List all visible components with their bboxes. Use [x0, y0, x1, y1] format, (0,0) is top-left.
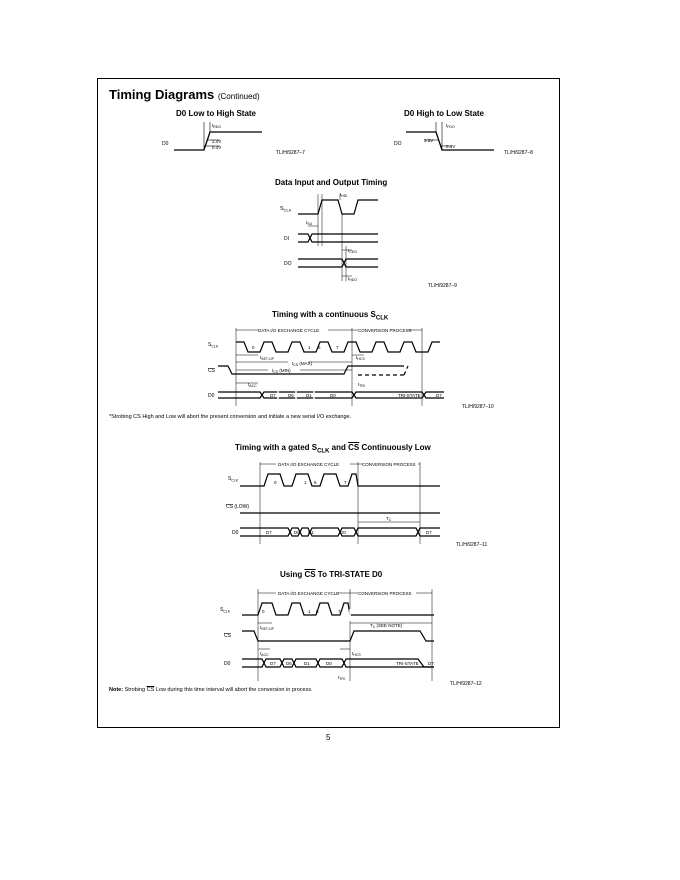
bus-d0-label: D0	[326, 661, 332, 666]
bus-d0-label: D0	[340, 530, 346, 535]
tristate-label: TRI-STATE	[396, 661, 419, 666]
data-io-diagram	[280, 186, 390, 286]
bus-d7-label: D7	[270, 661, 276, 666]
bus-d1-label: D1	[304, 661, 310, 666]
thcs-label: $t_{HCS}$	[352, 651, 361, 657]
bit-7-label: 7	[344, 480, 347, 485]
conversion-process-label: CONVERSION PROCESS	[362, 462, 416, 467]
conversion-process-label: CONVERSION PROCESS	[358, 328, 412, 333]
fig-label-11: TL/H/9287–11	[456, 542, 488, 548]
exchange-cycle-label: DATA I/O EXCHANGE CYCLE	[258, 328, 320, 333]
v-high-label: 2.4V	[212, 139, 222, 144]
do-signal-label: D0	[208, 393, 215, 399]
bit-0-label: 0	[262, 609, 265, 614]
tcs-max-label: $t_{CS}$ (MAX)	[292, 361, 313, 367]
tc-label: $T_C$	[386, 516, 392, 522]
tsetup-label: $t_{SET-UP}$	[260, 625, 274, 631]
tfdo-label: $t_{FDO}$	[446, 123, 455, 129]
sclk-signal-label: $S_{CLK}$	[220, 607, 231, 614]
conversion-process-label: CONVERSION PROCESS	[358, 591, 412, 596]
bit-1-label: 1	[308, 345, 311, 350]
thdo-label: $t_{HDO}$	[348, 276, 358, 282]
page-number: 5	[326, 733, 331, 742]
bus-d6-label: D6	[294, 530, 300, 535]
continuous-footnote: *Strobing CS High and Low will abort the present conversion and initiate a new serial I/O exchange.	[109, 414, 352, 420]
ttri-label: $t_{TRI}$	[358, 382, 365, 388]
v-low-label: 0.4V	[446, 144, 456, 149]
bus-d1-label: D1	[308, 530, 314, 535]
using-cs-diagram	[220, 585, 450, 683]
bus-d7-label: D7	[270, 393, 276, 398]
thd-label: $t_{HDI}$	[340, 192, 348, 198]
bit-1-label: 1	[308, 609, 311, 614]
ttri-label: $t_{TRI}$	[338, 675, 345, 681]
using-cs-note: Note: Strobing $\overline{CS}$ Low during this time interval will abort the conversion in process.	[109, 687, 313, 693]
bit-0-label: 0	[274, 480, 277, 485]
gated-title: Timing with a gated $S_{CLK}$ and $\overline{CS}$ Continuously Low	[235, 443, 431, 455]
fig-label-9: TL/H/9287–9	[428, 283, 457, 289]
d0-high-low-title: D0 High to Low State	[404, 109, 484, 118]
exchange-cycle-label: DATA I/O EXCHANGE CYCLE	[278, 462, 340, 467]
do-signal-label: DO	[394, 141, 402, 147]
cs-signal-label: CS (LOW)	[226, 504, 250, 510]
using-cs-title: Using $\overline{CS}$ To TRI-STATE D0	[280, 570, 383, 579]
di-signal-label: DI	[284, 236, 289, 242]
v-low-label: 0.4V	[212, 145, 222, 150]
fig-label-7: TL/H/9287–7	[276, 150, 305, 156]
fig-label-10: TL/H/9287–10	[462, 404, 494, 410]
tc-label: $T_C$ (SEE NOTE)	[370, 623, 403, 629]
bus-d0-label: D0	[330, 393, 336, 398]
d0-low-high-diagram	[150, 118, 280, 158]
bus-d7b-label: D7	[436, 393, 442, 398]
sclk-signal-label: $S_{CLK}$	[228, 476, 239, 483]
bus-d6-label: D6	[286, 661, 292, 666]
d0-signal-label: D0	[162, 141, 169, 147]
trdo-label: $t_{RDO}$	[212, 123, 222, 129]
bit-0-label: 0	[252, 345, 255, 350]
page-title: Timing Diagrams	[109, 87, 215, 102]
d0-high-low-diagram	[390, 118, 510, 158]
exchange-cycle-label: DATA I/O EXCHANGE CYCLE	[278, 591, 340, 596]
sclk-signal-label: $S_{CLK}$	[280, 206, 292, 213]
bit-6-label: 6	[318, 345, 321, 350]
do-signal-label: D0	[224, 661, 231, 667]
sclk-waveform	[298, 200, 378, 214]
continuous-title: Timing with a continuous $S_{CLK}$	[272, 310, 389, 322]
bit-7-label: 7	[336, 345, 339, 350]
cs-signal-label: CS	[224, 633, 231, 639]
tcdo-label: $t_{CDO}$	[348, 248, 358, 254]
page-heading	[109, 87, 260, 102]
cs-waveform	[242, 631, 434, 641]
tcs-min-label: $t_{CS}$ (MIN)	[272, 368, 291, 374]
bus-d6-label: D6	[288, 393, 294, 398]
tristate-label: TRI-STATE	[398, 393, 421, 398]
cs-signal-label: CS	[208, 368, 215, 374]
do-signal-label: DO	[284, 261, 292, 267]
bit-6-label: 6	[314, 480, 317, 485]
thcs-label: $t_{HCS}$	[356, 355, 365, 361]
tsu-label: $t_{SU}$	[306, 220, 313, 226]
bus-d7b-label: D7	[428, 661, 434, 666]
tsetup-label: $t_{SET-UP}$	[260, 355, 274, 361]
do-signal-label: D0	[232, 530, 239, 536]
tacc-label: $t_{ACC}$	[248, 382, 257, 388]
bit-7-label: 7	[338, 609, 341, 614]
bus-d7b-label: D7	[426, 530, 432, 535]
gated-diagram	[228, 456, 448, 546]
bus-d1-label: D1	[306, 393, 312, 398]
continuous-diagram	[208, 322, 458, 408]
bus-d7-label: D7	[266, 530, 272, 535]
sclk-signal-label: $S_{CLK}$	[208, 342, 219, 349]
fig-label-8: TL/H/9287–8	[504, 150, 533, 156]
d0-low-high-title: D0 Low to High State	[176, 109, 256, 118]
v-high-label: 3.5V	[424, 138, 434, 143]
data-io-title: Data Input and Output Timing	[275, 178, 388, 187]
bit-1-label: 1	[304, 480, 307, 485]
bit-6-label: 6	[316, 609, 319, 614]
page-title-suffix: (Continued)	[217, 92, 260, 101]
tacc-label: $t_{ACC}$	[260, 651, 269, 657]
sclk-waveform	[240, 474, 440, 486]
fig-label-12: TL/H/9287–12	[450, 681, 482, 687]
